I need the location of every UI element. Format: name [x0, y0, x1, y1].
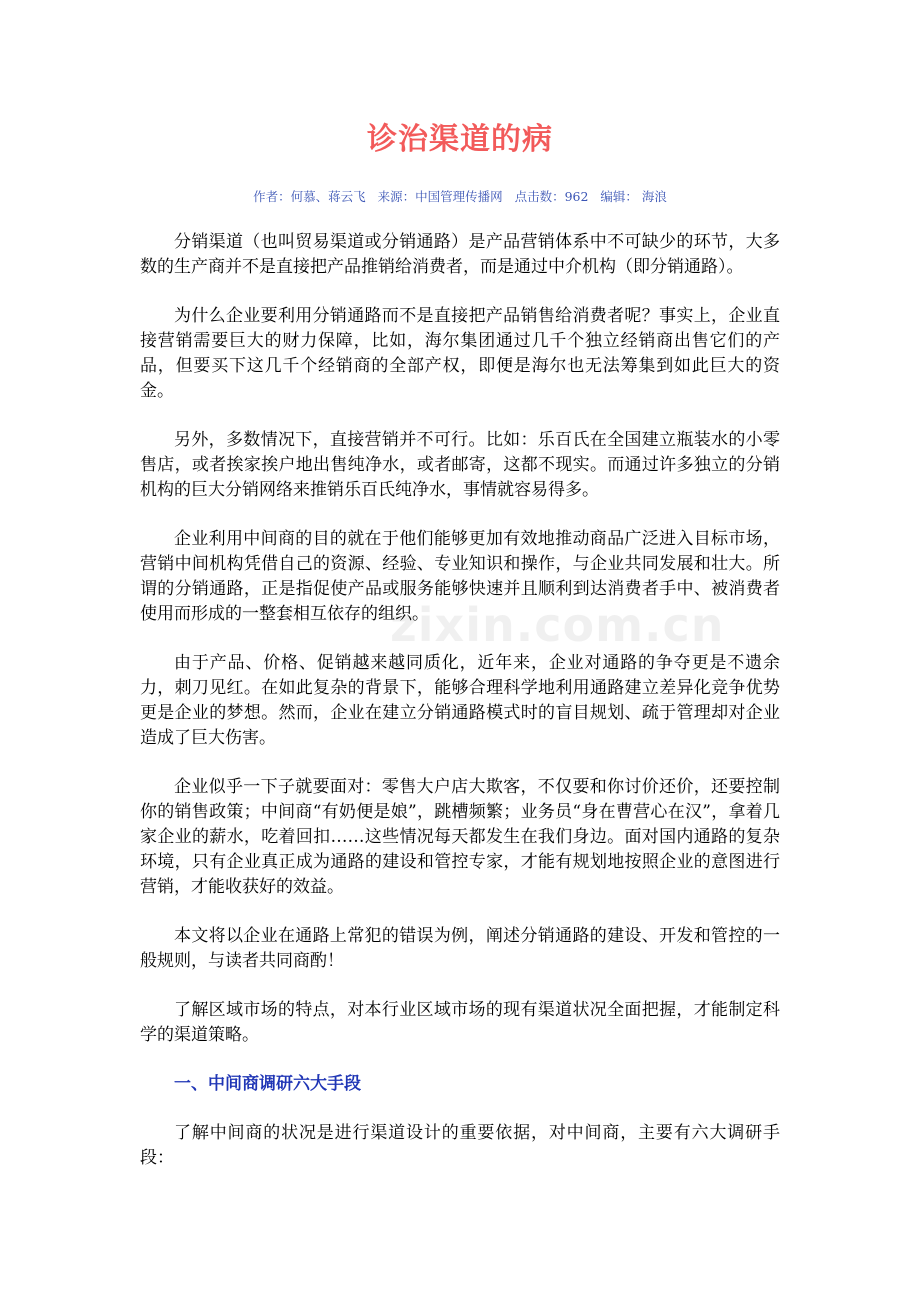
- meta-clicks: 点击数：962: [514, 189, 589, 204]
- paragraph: 本文将以企业在通路上常犯的错误为例，阐述分销通路的建设、开发和管控的一般规则，与读者共同商酌！: [140, 926, 780, 971]
- watermark: zixin.com.cn: [390, 598, 725, 652]
- paragraph: 为什么企业要利用分销通路而不是直接把产品销售给消费者呢？事实上，企业直接营销需要巨大的财力保障，比如，海尔集团通过几千个独立经销商出售它们的产品，但要买下这几千个经销商的全部产权，即便是海尔也无法筹集到如此巨大的资金。: [140, 306, 780, 401]
- meta-author: 作者：何慕、蒋云飞: [253, 189, 366, 204]
- paragraph: 由于产品、价格、促销越来越同质化，近年来，企业对通路的争夺更是不遗余力，刺刀见红。在如此复杂的背景下，能够合理科学地利用通路建立差异化竞争优势更是企业的梦想。然而，企业在建立分销通路模式时的盲目规划、疏于管理却对企业造成了巨大伤害。: [140, 653, 780, 748]
- section-paragraph: 了解中间商的状况是进行渠道设计的重要依据，对中间商，主要有六大调研手段：: [140, 1123, 780, 1168]
- paragraph: 另外，多数情况下，直接营销并不可行。比如：乐百氏在全国建立瓶装水的小零售店，或者挨家挨户地出售纯净水，或者邮寄，这都不现实。而通过许多独立的分销机构的巨大分销网络来推销乐百氏纯净水，事情就容易得多。: [140, 430, 780, 500]
- paragraph: 了解区域市场的特点，对本行业区域市场的现有渠道状况全面把握，才能制定科学的渠道策略。: [140, 1000, 780, 1045]
- meta-source: 来源：中国管理传播网: [377, 189, 503, 204]
- section-heading: 一、中间商调研六大手段: [174, 1074, 361, 1094]
- article-title: 诊治渠道的病: [367, 122, 553, 157]
- paragraph: 分销渠道（也叫贸易渠道或分销通路）是产品营销体系中不可缺少的环节，大多数的生产商并不是直接把产品推销给消费者，而是通过中介机构（即分销通路）。: [140, 232, 780, 277]
- article-body: [140, 230, 780, 1195]
- paragraph: 企业利用中间商的目的就在于他们能够更加有效地推动商品广泛进入目标市场，营销中间机构凭借自己的资源、经验、专业知识和操作，与企业共同发展和壮大。所谓的分销通路，正是指促使产品或服务能够快速并且顺利到达消费者手中、被消费者使用而形成的一整套相互依存的组织。: [140, 529, 780, 624]
- article-meta: [0, 187, 920, 205]
- meta-editor: 编辑： 海浪: [600, 189, 667, 204]
- paragraph: 企业似乎一下子就要面对：零售大户店大欺客，不仅要和你讨价还价，还要控制你的销售政策；中间商“有奶便是娘”，跳槽频繁；业务员“身在曹营心在汉”，拿着几家企业的薪水，吃着回扣……这些情况每天都发生在我们身边。面对国内通路的复杂环境，只有企业真正成为通路的建设和管控专家，才能有规划地按照企业的意图进行营销，才能收获好的效益。: [140, 777, 780, 897]
